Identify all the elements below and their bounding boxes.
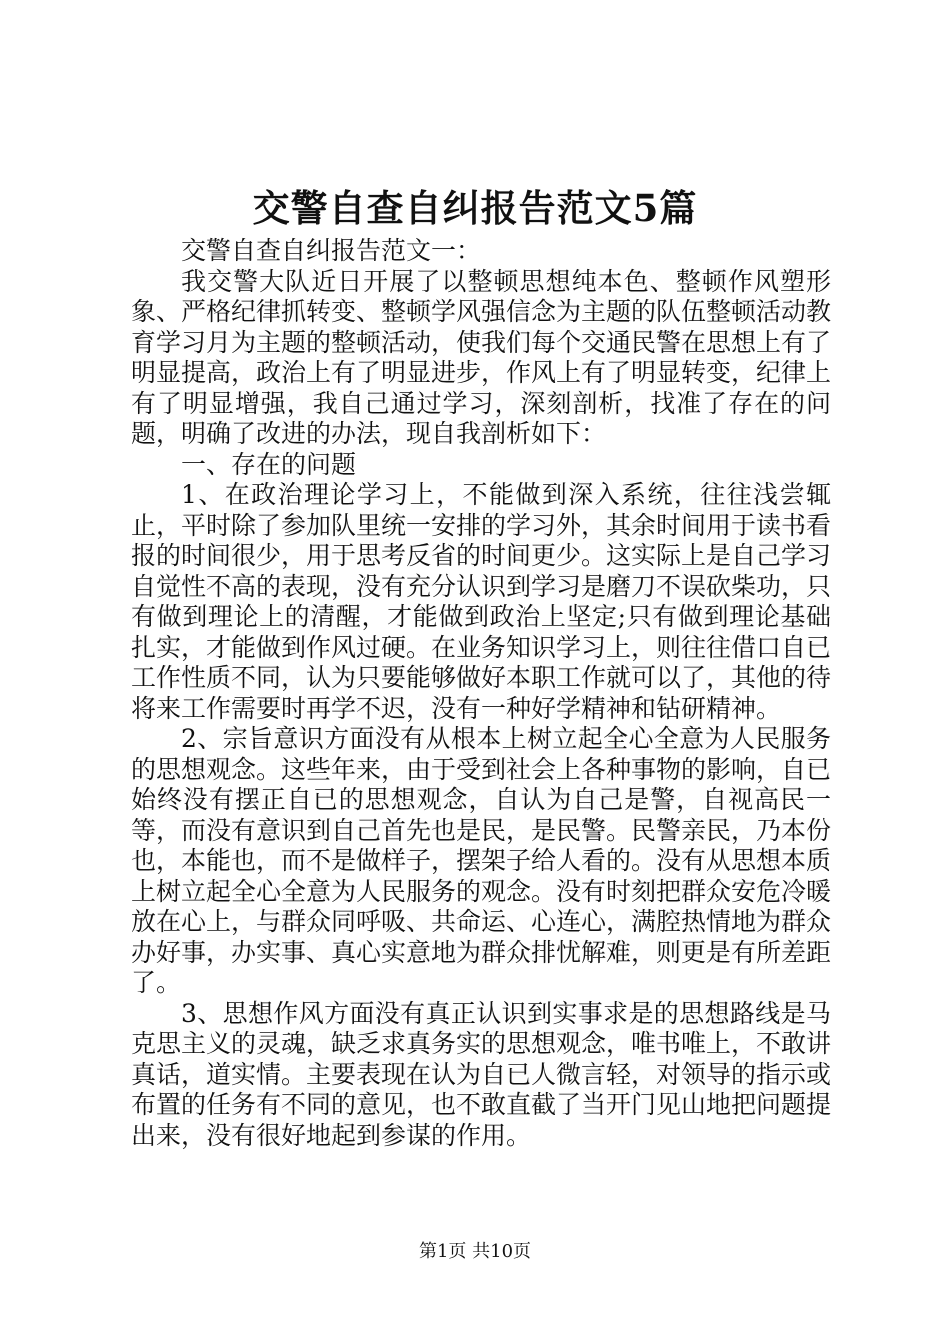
document-title: 交警自查自纠报告范文5篇 (252, 186, 698, 230)
document-body (131, 236, 831, 1151)
page-footer: 第1页 共10页 (418, 1241, 532, 1262)
body-paragraph: 3、思想作风方面没有真正认识到实事求是的思想路线是马克思主义的灵魂，缺乏求真务实的思想观念，唯书唯上，不敢讲真话，道实情。主要表现在认为自已人微言轻，对领导的指示或布置的任务有不同的意见，也不敢直截了当开门见山地把问题提出来，没有很好地起到参谋的作用。 (131, 998, 832, 1150)
body-paragraph: 2、宗旨意识方面没有从根本上树立起全心全意为人民服务的思想观念。这些年来，由于受到社会上各种事物的影响，自已始终没有摆正自已的思想观念，自认为自己是警，自视高民一等，而没有意识到自己首先也是民，是民警。民警亲民，乃本份也，本能也，而不是做样子，摆架子给人看的。没有从思想本质上树立起全心全意为人民服务的观念。没有时刻把群众安危冷暖放在心上，与群众同呼吸、共命运、心连心，满腔热情地为群众办好事，办实事、真心实意地为群众排忧解难，则更是有所差距了。 (131, 724, 832, 997)
body-paragraph: 我交警大队近日开展了以整顿思想纯本色、整顿作风塑形象、严格纪律抓转变、整顿学风强信念为主题的队伍整顿活动教育学习月为主题的整顿活动，使我们每个交通民警在思想上有了明显提高，政治上有了明显进步，作风上有了明显转变，纪律上有了明显增强，我自己通过学习，深刻剖析，找准了存在的问题，明确了改进的办法，现自我剖析如下： (131, 266, 832, 448)
section-heading: 交警自查自纠报告范文一： (181, 236, 482, 265)
subsection-heading: 一、存在的问题 (181, 449, 357, 479)
body-paragraph: 1、在政治理论学习上，不能做到深入系统，往往浅尝辄止，平时除了参加队里统一安排的学习外，其余时间用于读书看报的时间很少，用于思考反省的时间更少。这实际上是自己学习自觉性不高的表现，没有充分认识到学习是磨刀不误砍柴功，只有做到理论上的清醒，才能做到政治上坚定;只有做到理论基础扎实，才能做到作风过硬。在业务知识学习上，则往往借口自已工作性质不同，认为只要能够做好本职工作就可以了，其他的待将来工作需要时再学不迟，没有一种好学精神和钻研精神。 (131, 480, 832, 723)
